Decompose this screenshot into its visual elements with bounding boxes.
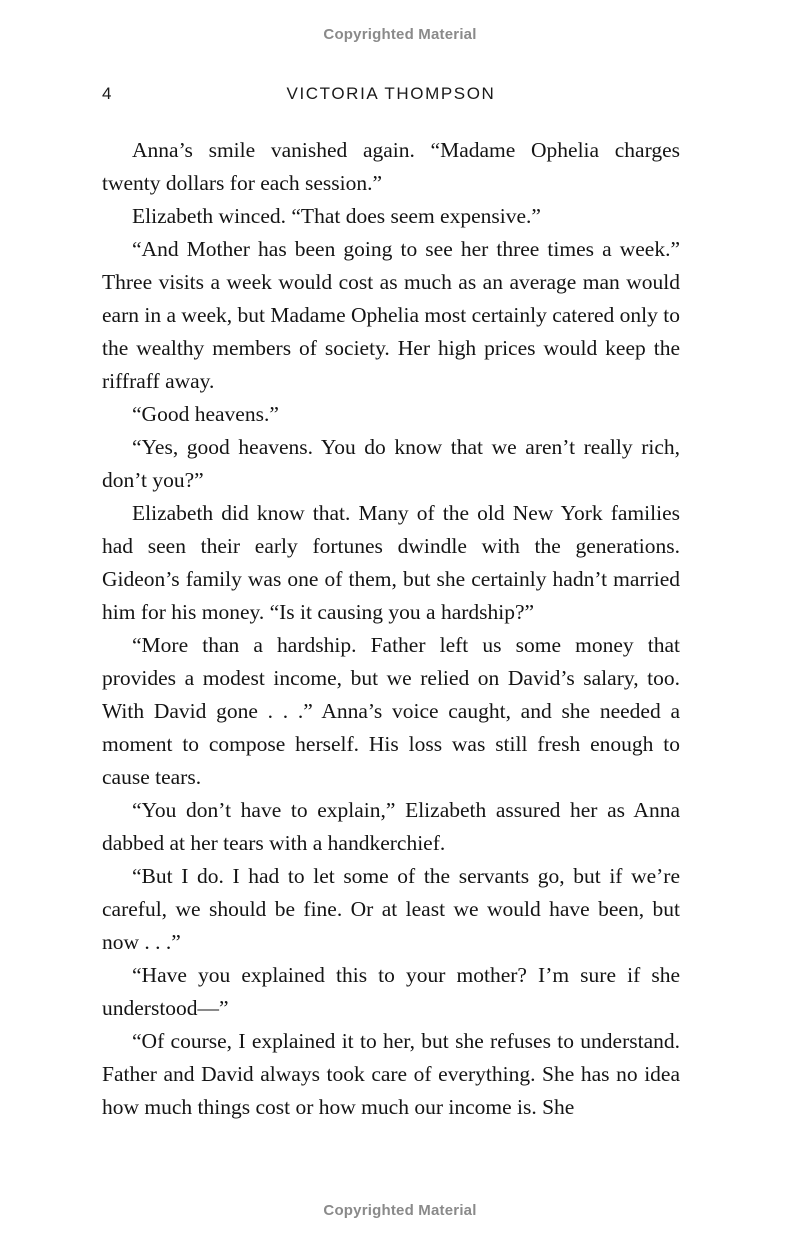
copyright-watermark-bottom: Copyrighted Material xyxy=(323,1202,477,1219)
paragraph: Elizabeth did know that. Many of the old New York families had seen their early fortunes dwindle with the generations. Gideon’s family was one of them, but she certainly hadn’t married him for his money. “Is it causing you a hardship?” xyxy=(102,501,680,624)
paragraph: “And Mother has been going to see her three times a week.” Three visits a week would cost as much as an average man would earn in a week, but Madame Ophelia most certainly catered only to the wealthy members of society. Her high prices would keep the riffraff away. xyxy=(102,237,680,393)
page-number: 4 xyxy=(102,84,114,103)
paragraph: “Have you explained this to your mother? I’m sure if she understood—” xyxy=(102,963,680,1020)
copyright-watermark-top: Copyrighted Material xyxy=(323,26,477,43)
paragraph: “Of course, I explained it to her, but she refuses to understand. Father and David always took care of everything. She has no idea how much things cost or how much our income is. She xyxy=(102,1029,680,1119)
paragraph: Elizabeth winced. “That does seem expensive.” xyxy=(132,204,541,228)
paragraph: “But I do. I had to let some of the servants go, but if we’re careful, we should be fine. Or at least we would have been, but now . . .” xyxy=(102,864,680,954)
paragraph: “More than a hardship. Father left us some money that provides a modest income, but we relied on David’s salary, too. With David gone . . .” Anna’s voice caught, and she needed a moment to compose herself. His loss was still fresh enough to cause tears. xyxy=(102,633,680,789)
paragraph: “Good heavens.” xyxy=(132,402,279,426)
paragraph: Anna’s smile vanished again. “Madame Ophelia charges twenty dollars for each session.” xyxy=(102,138,680,195)
paragraph: “Yes, good heavens. You do know that we aren’t really rich, don’t you?” xyxy=(102,435,680,492)
paragraph: “You don’t have to explain,” Elizabeth assured her as Anna dabbed at her tears with a handkerchief. xyxy=(102,798,680,855)
body-text xyxy=(102,134,680,1124)
running-header xyxy=(102,84,680,108)
running-title: VICTORIA THOMPSON xyxy=(286,84,496,103)
